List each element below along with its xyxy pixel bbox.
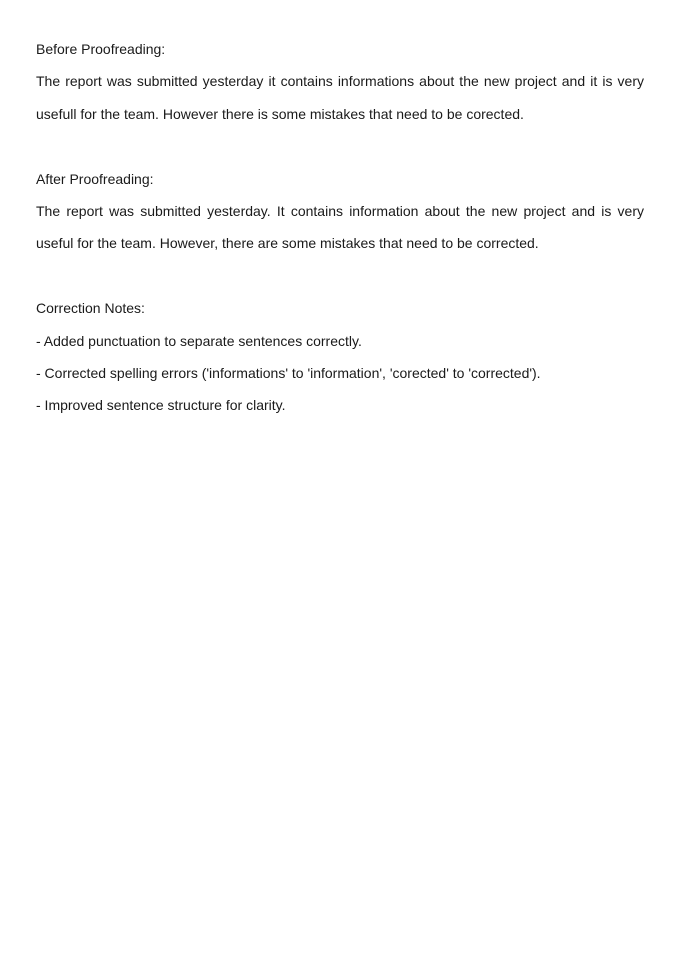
notes-heading: Correction Notes: xyxy=(36,300,145,317)
section-spacer xyxy=(36,130,644,162)
section-spacer xyxy=(36,260,644,292)
notes-list xyxy=(36,325,644,422)
note-item: - Improved sentence structure for clarity. xyxy=(36,397,286,414)
after-section xyxy=(36,163,644,260)
document-page xyxy=(36,33,644,422)
note-item: - Corrected spelling errors ('informations' to 'information', 'corected' to 'corrected'). xyxy=(36,365,541,382)
before-text: The report was submitted yesterday it contains informations about the new project and it is very usefull for the team. However there is some mistakes that need to be corected. xyxy=(36,73,644,122)
note-item: - Added punctuation to separate sentences correctly. xyxy=(36,332,362,349)
after-text: The report was submitted yesterday. It contains information about the new project and is very useful for the team. However, there are some mistakes that need to be corrected. xyxy=(36,203,644,252)
before-heading: Before Proofreading: xyxy=(36,41,166,57)
notes-section xyxy=(36,292,644,422)
before-section xyxy=(36,33,644,130)
after-heading: After Proofreading: xyxy=(36,170,154,187)
